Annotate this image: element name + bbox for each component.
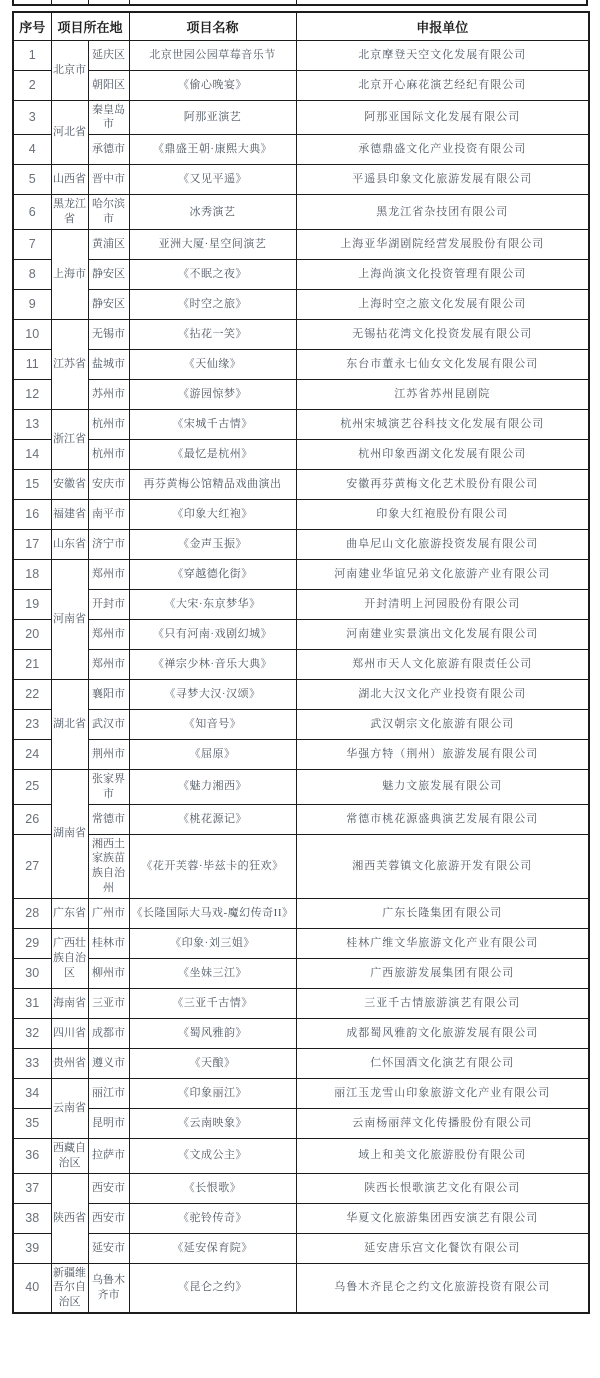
city-cell: 安庆市: [88, 469, 129, 499]
row-index-cell: 6: [13, 195, 51, 230]
project-name-cell: 《偷心晚宴》: [129, 70, 296, 100]
table-row: [13, 289, 589, 319]
table-row: [13, 834, 589, 898]
table-row: [13, 1018, 589, 1048]
city-cell: 黄浦区: [88, 229, 129, 259]
city-cell: 乌鲁木齐市: [88, 1263, 129, 1313]
table-row: [13, 804, 589, 834]
city-cell: 晋中市: [88, 165, 129, 195]
company-cell: 华强方特（荆州）旅游发展有限公司: [296, 739, 589, 769]
column-header-location: 项目所在地: [51, 12, 129, 40]
table-row: [13, 469, 589, 499]
project-name-cell: 《坐妹三江》: [129, 958, 296, 988]
row-index-cell: 19: [13, 589, 51, 619]
province-cell: 广西壮族自治区: [51, 928, 88, 988]
project-name-cell: 《禅宗少林·音乐大典》: [129, 649, 296, 679]
city-cell: 郑州市: [88, 649, 129, 679]
row-index-cell: 21: [13, 649, 51, 679]
project-name-cell: 《天酿》: [129, 1048, 296, 1078]
city-cell: 昆明市: [88, 1108, 129, 1138]
project-name-cell: 《时空之旅》: [129, 289, 296, 319]
company-cell: 上海亚华湖剧院经营发展股份有限公司: [296, 229, 589, 259]
province-cell: 北京市: [51, 40, 88, 100]
row-index-cell: 7: [13, 229, 51, 259]
city-cell: 湘西土家族苗族自治州: [88, 834, 129, 898]
city-cell: 成都市: [88, 1018, 129, 1048]
province-cell: 湖北省: [51, 679, 88, 769]
row-index-cell: 37: [13, 1173, 51, 1203]
city-cell: 荆州市: [88, 739, 129, 769]
city-cell: 常德市: [88, 804, 129, 834]
company-cell: 武汉朝宗文化旅游有限公司: [296, 709, 589, 739]
row-index-cell: 28: [13, 898, 51, 928]
company-cell: 上海时空之旅文化发展有限公司: [296, 289, 589, 319]
company-cell: 成都蜀风雅韵文化旅游发展有限公司: [296, 1018, 589, 1048]
province-cell: 安徽省: [51, 469, 88, 499]
table-row: [13, 709, 589, 739]
province-cell: 四川省: [51, 1018, 88, 1048]
company-cell: 湖北大汉文化产业投资有限公司: [296, 679, 589, 709]
table-row: [13, 379, 589, 409]
row-index-cell: 26: [13, 804, 51, 834]
table-row: [13, 559, 589, 589]
table-row: [13, 739, 589, 769]
company-cell: 河南建业华谊兄弟文化旅游产业有限公司: [296, 559, 589, 589]
company-cell: 湘西芙蓉镇文化旅游开发有限公司: [296, 834, 589, 898]
project-name-cell: 《最忆是杭州》: [129, 439, 296, 469]
company-cell: 黑龙江省杂技团有限公司: [296, 195, 589, 230]
project-name-cell: 《知音号》: [129, 709, 296, 739]
city-cell: 柳州市: [88, 958, 129, 988]
row-index-cell: 24: [13, 739, 51, 769]
row-index-cell: 22: [13, 679, 51, 709]
project-name-cell: 《穿越德化街》: [129, 559, 296, 589]
table-row: [13, 769, 589, 804]
province-cell: 浙江省: [51, 409, 88, 469]
project-name-cell: 《鼎盛王朝·康熙大典》: [129, 135, 296, 165]
project-name-cell: 《桃花源记》: [129, 804, 296, 834]
project-name-cell: 《魅力湘西》: [129, 769, 296, 804]
project-name-cell: 《印象·刘三姐》: [129, 928, 296, 958]
company-cell: 华夏文化旅游集团西安演艺有限公司: [296, 1203, 589, 1233]
table-row: [13, 1233, 589, 1263]
row-index-cell: 20: [13, 619, 51, 649]
row-index-cell: 18: [13, 559, 51, 589]
project-name-cell: 《屈原》: [129, 739, 296, 769]
province-cell: 广东省: [51, 898, 88, 928]
company-cell: 陕西长恨歌演艺文化有限公司: [296, 1173, 589, 1203]
table-row: [13, 928, 589, 958]
city-cell: 秦皇岛市: [88, 100, 129, 135]
project-name-cell: 《云南映象》: [129, 1108, 296, 1138]
row-index-cell: 10: [13, 319, 51, 349]
city-cell: 西安市: [88, 1173, 129, 1203]
city-cell: 开封市: [88, 589, 129, 619]
row-index-cell: 12: [13, 379, 51, 409]
company-cell: 承德鼎盛文化产业投资有限公司: [296, 135, 589, 165]
project-name-cell: 《拈花一笑》: [129, 319, 296, 349]
table-row: [13, 988, 589, 1018]
company-cell: 常德市桃花源盛典演艺发展有限公司: [296, 804, 589, 834]
company-cell: 杭州宋城演艺谷科技文化发展有限公司: [296, 409, 589, 439]
header-row: [13, 12, 589, 40]
company-cell: 乌鲁木齐昆仑之约文化旅游投资有限公司: [296, 1263, 589, 1313]
row-index-cell: 32: [13, 1018, 51, 1048]
city-cell: 南平市: [88, 499, 129, 529]
project-name-cell: 《宋城千古情》: [129, 409, 296, 439]
table-body: [13, 40, 589, 1313]
company-cell: 无锡拈花湾文化投资发展有限公司: [296, 319, 589, 349]
province-cell: 山西省: [51, 165, 88, 195]
table-row: [13, 499, 589, 529]
project-name-cell: 《寻梦大汉·汉颂》: [129, 679, 296, 709]
table-row: [13, 529, 589, 559]
city-cell: 武汉市: [88, 709, 129, 739]
table-row: [13, 898, 589, 928]
province-cell: 西藏自治区: [51, 1138, 88, 1173]
divider: [88, 0, 89, 4]
table-row: [13, 1263, 589, 1313]
table-row: [13, 349, 589, 379]
projects-table: [12, 11, 590, 1314]
city-cell: 盐城市: [88, 349, 129, 379]
company-cell: 桂林广维文华旅游文化产业有限公司: [296, 928, 589, 958]
table-row: [13, 958, 589, 988]
city-cell: 郑州市: [88, 559, 129, 589]
row-index-cell: 29: [13, 928, 51, 958]
province-cell: 河南省: [51, 559, 88, 679]
project-name-cell: 《延安保育院》: [129, 1233, 296, 1263]
column-header-company: 申报单位: [296, 12, 589, 40]
project-name-cell: 《金声玉振》: [129, 529, 296, 559]
company-cell: 河南建业实景演出文化发展有限公司: [296, 619, 589, 649]
project-name-cell: 《游园惊梦》: [129, 379, 296, 409]
table-row: [13, 1048, 589, 1078]
table-row: [13, 40, 589, 70]
city-cell: 承德市: [88, 135, 129, 165]
column-header-index: 序号: [13, 12, 51, 40]
divider: [129, 0, 130, 4]
table-row: [13, 319, 589, 349]
row-index-cell: 14: [13, 439, 51, 469]
province-cell: 新疆维吾尔自治区: [51, 1263, 88, 1313]
table-row: [13, 70, 589, 100]
table-row: [13, 135, 589, 165]
city-cell: 西安市: [88, 1203, 129, 1233]
row-index-cell: 31: [13, 988, 51, 1018]
row-index-cell: 4: [13, 135, 51, 165]
row-index-cell: 17: [13, 529, 51, 559]
row-index-cell: 1: [13, 40, 51, 70]
city-cell: 桂林市: [88, 928, 129, 958]
project-name-cell: 《大宋·东京梦华》: [129, 589, 296, 619]
province-cell: 山东省: [51, 529, 88, 559]
project-name-cell: 冰秀演艺: [129, 195, 296, 230]
company-cell: 曲阜尼山文化旅游投资发展有限公司: [296, 529, 589, 559]
province-cell: 福建省: [51, 499, 88, 529]
city-cell: 郑州市: [88, 619, 129, 649]
table-row: [13, 1108, 589, 1138]
project-name-cell: 《花开芙蓉·毕兹卡的狂欢》: [129, 834, 296, 898]
province-cell: 上海市: [51, 229, 88, 319]
project-name-cell: 《驼铃传奇》: [129, 1203, 296, 1233]
city-cell: 济宁市: [88, 529, 129, 559]
city-cell: 张家界市: [88, 769, 129, 804]
city-cell: 丽江市: [88, 1078, 129, 1108]
table-row: [13, 1138, 589, 1173]
city-cell: 拉萨市: [88, 1138, 129, 1173]
city-cell: 遵义市: [88, 1048, 129, 1078]
project-name-cell: 阿那亚演艺: [129, 100, 296, 135]
city-cell: 哈尔滨市: [88, 195, 129, 230]
project-name-cell: 《长恨歌》: [129, 1173, 296, 1203]
city-cell: 襄阳市: [88, 679, 129, 709]
company-cell: 北京开心麻花演艺经纪有限公司: [296, 70, 589, 100]
province-cell: 陕西省: [51, 1173, 88, 1263]
row-index-cell: 27: [13, 834, 51, 898]
row-index-cell: 16: [13, 499, 51, 529]
city-cell: 静安区: [88, 289, 129, 319]
city-cell: 广州市: [88, 898, 129, 928]
city-cell: 朝阳区: [88, 70, 129, 100]
company-cell: 广东长隆集团有限公司: [296, 898, 589, 928]
row-index-cell: 11: [13, 349, 51, 379]
province-cell: 河北省: [51, 100, 88, 165]
table-row: [13, 619, 589, 649]
row-index-cell: 15: [13, 469, 51, 499]
row-index-cell: 9: [13, 289, 51, 319]
row-index-cell: 5: [13, 165, 51, 195]
city-cell: 杭州市: [88, 439, 129, 469]
row-index-cell: 40: [13, 1263, 51, 1313]
province-cell: 海南省: [51, 988, 88, 1018]
company-cell: 北京摩登天空文化发展有限公司: [296, 40, 589, 70]
company-cell: 域上和美文化旅游股份有限公司: [296, 1138, 589, 1173]
divider: [51, 0, 52, 4]
row-index-cell: 3: [13, 100, 51, 135]
company-cell: 云南杨丽萍文化传播股份有限公司: [296, 1108, 589, 1138]
table-row: [13, 649, 589, 679]
province-cell: 黑龙江省: [51, 195, 88, 230]
column-header-project: 项目名称: [129, 12, 296, 40]
project-name-cell: 《三亚千古情》: [129, 988, 296, 1018]
project-name-cell: 《印象丽江》: [129, 1078, 296, 1108]
company-cell: 杭州印象西湖文化发展有限公司: [296, 439, 589, 469]
row-index-cell: 30: [13, 958, 51, 988]
cropped-row-remnant: [12, 0, 588, 6]
table-row: [13, 409, 589, 439]
row-index-cell: 13: [13, 409, 51, 439]
company-cell: 延安唐乐宫文化餐饮有限公司: [296, 1233, 589, 1263]
project-name-cell: 《长隆国际大马戏-魔幻传奇II》: [129, 898, 296, 928]
project-name-cell: 《文成公主》: [129, 1138, 296, 1173]
company-cell: 安徽再芬黄梅文化艺术股份有限公司: [296, 469, 589, 499]
company-cell: 广西旅游发展集团有限公司: [296, 958, 589, 988]
row-index-cell: 33: [13, 1048, 51, 1078]
province-cell: 贵州省: [51, 1048, 88, 1078]
company-cell: 丽江玉龙雪山印象旅游文化产业有限公司: [296, 1078, 589, 1108]
project-name-cell: 《天仙缘》: [129, 349, 296, 379]
project-name-cell: 《蜀风雅韵》: [129, 1018, 296, 1048]
company-cell: 魅力文旅发展有限公司: [296, 769, 589, 804]
table-row: [13, 1173, 589, 1203]
company-cell: 开封清明上河园股份有限公司: [296, 589, 589, 619]
project-name-cell: 《印象大红袍》: [129, 499, 296, 529]
company-cell: 江苏省苏州昆剧院: [296, 379, 589, 409]
city-cell: 静安区: [88, 259, 129, 289]
province-cell: 湖南省: [51, 769, 88, 898]
city-cell: 杭州市: [88, 409, 129, 439]
row-index-cell: 8: [13, 259, 51, 289]
company-cell: 上海尚演文化投资管理有限公司: [296, 259, 589, 289]
table-row: [13, 259, 589, 289]
table-row: [13, 165, 589, 195]
company-cell: 印象大红袍股份有限公司: [296, 499, 589, 529]
project-name-cell: 再芬黄梅公馆精品戏曲演出: [129, 469, 296, 499]
row-index-cell: 38: [13, 1203, 51, 1233]
row-index-cell: 36: [13, 1138, 51, 1173]
row-index-cell: 23: [13, 709, 51, 739]
company-cell: 平遥县印象文化旅游发展有限公司: [296, 165, 589, 195]
city-cell: 苏州市: [88, 379, 129, 409]
divider: [296, 0, 297, 4]
province-cell: 江苏省: [51, 319, 88, 409]
project-name-cell: 《不眠之夜》: [129, 259, 296, 289]
table-row: [13, 1078, 589, 1108]
row-index-cell: 2: [13, 70, 51, 100]
table-row: [13, 589, 589, 619]
city-cell: 延庆区: [88, 40, 129, 70]
company-cell: 郑州市天人文化旅游有限责任公司: [296, 649, 589, 679]
project-name-cell: 《只有河南·戏剧幻城》: [129, 619, 296, 649]
city-cell: 无锡市: [88, 319, 129, 349]
project-name-cell: 亚洲大厦·星空间演艺: [129, 229, 296, 259]
table-row: [13, 195, 589, 230]
company-cell: 阿那亚国际文化发展有限公司: [296, 100, 589, 135]
row-index-cell: 25: [13, 769, 51, 804]
row-index-cell: 39: [13, 1233, 51, 1263]
table-row: [13, 229, 589, 259]
row-index-cell: 34: [13, 1078, 51, 1108]
company-cell: 三亚千古情旅游演艺有限公司: [296, 988, 589, 1018]
project-name-cell: 《昆仑之约》: [129, 1263, 296, 1313]
table-row: [13, 100, 589, 135]
table-row: [13, 679, 589, 709]
city-cell: 三亚市: [88, 988, 129, 1018]
project-name-cell: 《又见平遥》: [129, 165, 296, 195]
city-cell: 延安市: [88, 1233, 129, 1263]
company-cell: 仁怀国酒文化演艺有限公司: [296, 1048, 589, 1078]
project-name-cell: 北京世园公园草莓音乐节: [129, 40, 296, 70]
company-cell: 东台市董永七仙女文化发展有限公司: [296, 349, 589, 379]
table-row: [13, 1203, 589, 1233]
province-cell: 云南省: [51, 1078, 88, 1138]
row-index-cell: 35: [13, 1108, 51, 1138]
table-row: [13, 439, 589, 469]
